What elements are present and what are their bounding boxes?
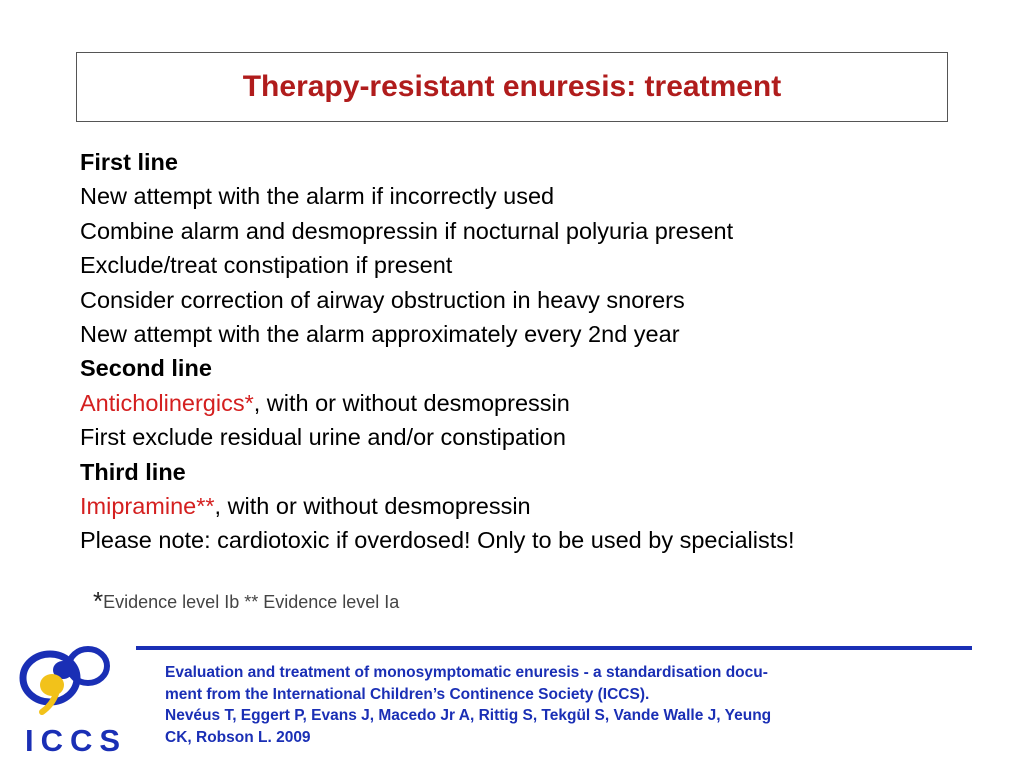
footnote-text: Evidence level Ib ** Evidence level Ia (103, 592, 400, 612)
footnote-star: * (93, 586, 104, 616)
iccs-logo (12, 640, 140, 758)
first-line-item: Combine alarm and desmopressin if nocturnal polyuria present (80, 217, 734, 244)
divider-rule (136, 646, 972, 650)
first-line-item: New attempt with the alarm if incorrectly used (80, 183, 555, 210)
first-line-item: New attempt with the alarm approximately every 2nd year (80, 321, 680, 348)
first-line-item: Exclude/treat constipation if present (80, 252, 453, 279)
citation-line: Nevéus T, Eggert P, Evans J, Macedo Jr A, Rittig S, Tekgül S, Vande Walle J, Yeung (165, 707, 772, 724)
third-line-drug-suffix: , with or without desmopressin (214, 493, 531, 520)
iccs-logo-text: ICCS (24, 723, 128, 758)
third-line-heading: Third line (80, 458, 186, 485)
first-line-item: Consider correction of airway obstruction in heavy snorers (80, 286, 685, 313)
slide-title: Therapy-resistant enuresis: treatment (242, 70, 782, 103)
citation (165, 662, 955, 748)
imipramine-drug: Imipramine** (80, 493, 215, 520)
second-line-heading: Second line (80, 355, 212, 382)
citation-line: Evaluation and treatment of monosymptomatic enuresis - a standardisation docu- (165, 664, 768, 681)
second-line-drug-line (80, 386, 980, 420)
anticholinergics-drug: Anticholinergics* (80, 389, 254, 416)
third-line-drug-line (80, 489, 980, 523)
first-line-heading: First line (80, 149, 178, 175)
evidence-footnote (93, 586, 399, 617)
treatment-content (80, 145, 980, 558)
citation-line: ment from the International Children’s Continence Society (ICCS). (165, 685, 650, 703)
second-line-note: First exclude residual urine and/or constipation (80, 424, 566, 451)
iccs-logo-mark (23, 649, 107, 712)
second-line-drug-suffix: , with or without desmopressin (253, 389, 570, 416)
title-box (76, 52, 948, 122)
third-line-note: Please note: cardiotoxic if overdosed! Only to be used by specialists! (80, 527, 795, 554)
citation-line: CK, Robson L. 2009 (165, 728, 311, 746)
